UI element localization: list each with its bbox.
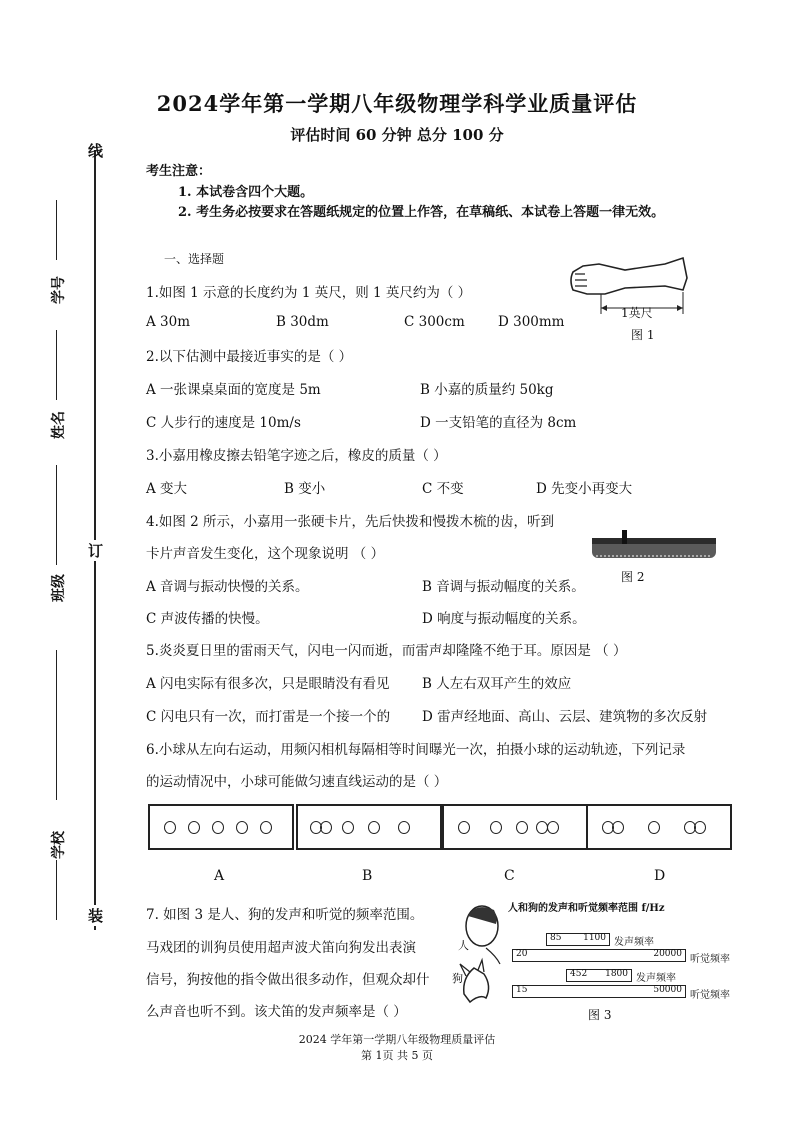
binding-mark-bind: 装 bbox=[88, 907, 104, 925]
student-id-field[interactable] bbox=[56, 200, 57, 260]
dog-voice-low: 452 bbox=[570, 969, 588, 979]
q6-option-b: B bbox=[362, 868, 373, 884]
q6-trajectory-b bbox=[296, 804, 442, 850]
q6-option-a: A bbox=[214, 868, 225, 884]
ball bbox=[236, 821, 248, 834]
question-2-stem: 2.以下估测中最接近事实的是（ ） bbox=[146, 349, 353, 365]
human-voice-high: 1100 bbox=[583, 933, 606, 943]
q4-option-c: C 声波传播的快慢。 bbox=[146, 611, 269, 627]
q1-option-c: C 300cm bbox=[404, 314, 465, 330]
dog-hearing-range-bar bbox=[512, 985, 686, 998]
school-field-extension bbox=[56, 860, 57, 920]
question-3-stem: 3.小嘉用橡皮擦去铅笔字迹之后，橡皮的质量（ ） bbox=[146, 448, 447, 464]
page-subtitle: 评估时间 60 分钟 总分 100 分 bbox=[290, 126, 504, 144]
q5-option-c: C 闪电只有一次，而打雷是一个接一个的 bbox=[146, 709, 391, 725]
human-voice-label: 发声频率 bbox=[614, 937, 654, 948]
ball bbox=[694, 821, 706, 834]
q3-option-d: D 先变小再变大 bbox=[536, 481, 633, 497]
question-7-line1: 7. 如图 3 是人、狗的发声和听觉的频率范围。 bbox=[146, 907, 424, 923]
dog-voice-label: 发声频率 bbox=[636, 973, 676, 984]
notice-item: 2. 考生务必按要求在答题纸规定的位置上作答，在草稿纸、本试卷上答题一律无效。 bbox=[178, 205, 665, 220]
q3-option-a: A 变大 bbox=[146, 481, 188, 497]
figure-3-caption: 图 3 bbox=[588, 1008, 612, 1022]
dog-voice-high: 1800 bbox=[605, 969, 628, 979]
school-label: 学校 bbox=[51, 831, 67, 859]
q5-option-d: D 雷声经地面、高山、云层、建筑物的多次反射 bbox=[422, 709, 708, 725]
name-label: 姓名 bbox=[51, 411, 67, 439]
notice-item: 1. 本试卷含四个大题。 bbox=[178, 185, 314, 200]
figure-3-person-and-dog-illustration bbox=[456, 898, 516, 1008]
q2-option-b: B 小嘉的质量约 50kg bbox=[420, 382, 554, 398]
ball bbox=[188, 821, 200, 834]
q6-option-d: D bbox=[654, 868, 666, 884]
q5-option-a: A 闪电实际有很多次，只是眼睛没有看见 bbox=[146, 676, 390, 692]
figure-3-dog-label: 狗 bbox=[452, 972, 463, 985]
q6-trajectory-c bbox=[442, 804, 588, 850]
notice-heading: 考生注意： bbox=[146, 164, 212, 179]
name-field[interactable] bbox=[56, 330, 57, 400]
class-label: 班级 bbox=[51, 574, 67, 602]
figure-1-arm-illustration bbox=[565, 250, 695, 345]
q1-option-b: B 30dm bbox=[276, 314, 329, 330]
ball bbox=[260, 821, 272, 834]
q4-option-d: D 响度与振动幅度的关系。 bbox=[422, 611, 586, 627]
human-hearing-high: 20000 bbox=[653, 949, 682, 959]
figure-2-comb-illustration bbox=[590, 530, 718, 564]
dog-voice-range-bar bbox=[566, 969, 632, 982]
ball bbox=[612, 821, 624, 834]
human-voice-low: 85 bbox=[550, 933, 562, 943]
question-5-stem: 5.炎炎夏日里的雷雨天气，闪电一闪而逝，而雷声却隆隆不绝于耳。原因是 （ ） bbox=[146, 643, 627, 659]
ball bbox=[490, 821, 502, 834]
human-voice-range-bar bbox=[546, 933, 610, 946]
ball bbox=[342, 821, 354, 834]
q5-option-b: B 人左右双耳产生的效应 bbox=[422, 676, 572, 692]
footer-exam-name: 2024 学年第一学期八年级物理质量评估 bbox=[298, 1033, 496, 1046]
question-7-line2: 马戏团的训狗员使用超声波犬笛向狗发出表演 bbox=[146, 940, 416, 956]
figure-1-caption: 图 1 bbox=[631, 328, 655, 342]
question-1-stem: 1.如图 1 示意的长度约为 1 英尺，则 1 英尺约为（ ） bbox=[146, 285, 472, 301]
school-field[interactable] bbox=[56, 650, 57, 800]
q2-option-d: D 一支铅笔的直径为 8cm bbox=[420, 415, 577, 431]
q4-option-b: B 音调与振动幅度的关系。 bbox=[422, 579, 585, 595]
q1-option-d: D 300mm bbox=[498, 314, 565, 330]
ball bbox=[458, 821, 470, 834]
question-4-stem-line1: 4.如图 2 所示，小嘉用一张硬卡片，先后快拨和慢拨木梳的齿，听到 bbox=[146, 514, 555, 530]
ball bbox=[516, 821, 528, 834]
question-6-stem-line1: 6.小球从左向右运动，用频闪相机每隔相等时间曝光一次，拍摄小球的运动轨迹，下列记录 bbox=[146, 742, 686, 758]
ball bbox=[547, 821, 559, 834]
page-title: 2024学年第一学期八年级物理学科学业质量评估 bbox=[156, 91, 638, 116]
class-field[interactable] bbox=[56, 465, 57, 565]
q4-option-a: A 音调与振动快慢的关系。 bbox=[146, 579, 309, 595]
ball bbox=[368, 821, 380, 834]
ball bbox=[648, 821, 660, 834]
question-6-stem-line2: 的运动情况中，小球可能做匀速直线运动的是（ ） bbox=[146, 774, 448, 790]
footer-page-number: 第 1页 共 5 页 bbox=[361, 1049, 433, 1062]
dog-hearing-label: 听觉频率 bbox=[690, 990, 730, 1001]
dog-hearing-low: 15 bbox=[516, 985, 528, 995]
q6-option-c: C bbox=[504, 868, 515, 884]
question-7-line3: 信号，狗按他的指令做出很多动作，但观众却什 bbox=[146, 972, 430, 988]
q6-trajectory-d bbox=[586, 804, 732, 850]
figure-3-title: 人和狗的发声和听觉频率范围 f/Hz bbox=[508, 903, 665, 914]
figure-2-caption: 图 2 bbox=[621, 570, 645, 584]
ball bbox=[320, 821, 332, 834]
human-hearing-label: 听觉频率 bbox=[690, 954, 730, 965]
q6-trajectory-a bbox=[148, 804, 294, 850]
q1-option-a: A 30m bbox=[146, 314, 191, 330]
question-4-stem-line2: 卡片声音发生变化，这个现象说明 （ ） bbox=[146, 546, 385, 562]
question-7-line4: 么声音也听不到。该犬笛的发声频率是（ ） bbox=[146, 1004, 407, 1020]
binding-mark-staple: 订 bbox=[88, 542, 104, 560]
student-id-label: 学号 bbox=[51, 276, 67, 304]
dog-hearing-high: 50000 bbox=[653, 985, 682, 995]
section-title: 一、选择题 bbox=[164, 252, 225, 266]
ball bbox=[212, 821, 224, 834]
q2-option-a: A 一张课桌桌面的宽度是 5m bbox=[146, 382, 321, 398]
ball bbox=[164, 821, 176, 834]
q3-option-b: B 变小 bbox=[284, 481, 326, 497]
binding-mark-line: 线 bbox=[88, 142, 104, 160]
figure-1-measure-label: 1英尺 bbox=[621, 306, 653, 320]
human-hearing-range-bar bbox=[512, 949, 686, 962]
ball bbox=[398, 821, 410, 834]
q2-option-c: C 人步行的速度是 10m/s bbox=[146, 415, 301, 431]
human-hearing-low: 20 bbox=[516, 949, 528, 959]
q3-option-c: C 不变 bbox=[422, 481, 464, 497]
figure-3-human-label: 人 bbox=[458, 939, 469, 952]
